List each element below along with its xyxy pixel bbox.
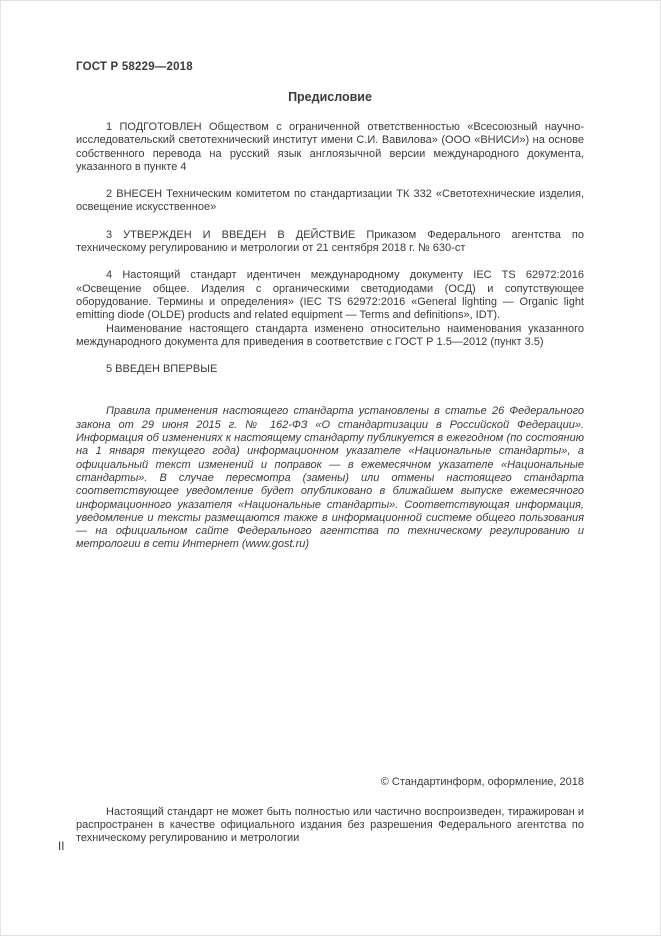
doc-code: ГОСТ Р 58229—2018: [76, 61, 193, 73]
legal-note: Правила применения настоящего стандарта установлены в статье 26 Федерального закона от 29 июня 2015 г. № 162-ФЗ «О стандартизации в Российской Федерации». Информация об изменениях к настоящему стандарту публикуется в ежегодном (по состоянию на 1 января текущего года) информационном указателе «Национальные стандарты», а официальный текст изменений и поправок — в ежемесячном указателе «Национальные стандарты». В случае пересмотра (замены) или отмены настоящего стандарта соответствующее уведомление будет опубликовано в ближайшем выпуске ежемесячного информационного указателя «Национальные стандарты». Соответствующая информация, уведомление и тексты размещаются также в информационной системе общего пользования — на официальном сайте Федерального агентства по техническому регулированию и метрологии в сети Интернет (www.gost.ru): [76, 405, 584, 551]
page-number: II: [58, 841, 65, 853]
foreword-paragraph-1: 1 ПОДГОТОВЛЕН Обществом с ограниченной ответственностью «Всесоюзный научно-исследовательский светотехнический институт имени С.И. Вавилова» (ООО «ВНИСИ») на основе собственного перевода на русский язык англоязычной версии международного документа, указанного в пункте 4: [76, 121, 584, 173]
foreword-paragraph-2: 2 ВНЕСЕН Техническим комитетом по стандартизации ТК 332 «Светотехнические изделия, освещение искусственное»: [76, 188, 584, 214]
page-title: Предисловие: [288, 90, 372, 104]
copyright-line: © Стандартинформ, оформление, 2018: [380, 775, 584, 788]
restriction-note: Настоящий стандарт не может быть полностью или частично воспроизведен, тиражирован и распространен в качестве официального издания без разрешения Федерального агентства по техническому регулированию и метрологии: [76, 805, 584, 845]
foreword-paragraph-4: 4 Настоящий стандарт идентичен международному документу IEC TS 62972:2016 «Освещение общее. Изделия с органическими светодиодами (ОСД) и сопутствующее оборудование. Термины и определения» (IEC TS 62972:2016 «General lighting — Organic light emitting diode (OLDE) products and related equipment — Terms and definitions», IDT).: [76, 269, 584, 322]
foreword-paragraph-4-continuation: Наименование настоящего стандарта изменено относительно наименования указанного международного документа для приведения в соответствие с ГОСТ Р 1.5—2012 (пункт 3.5): [76, 322, 584, 348]
foreword-paragraph-5: 5 ВВЕДЕН ВПЕРВЫЕ: [106, 363, 218, 376]
page-content: [76, 61, 584, 846]
foreword-paragraph-3: 3 УТВЕРЖДЕН И ВВЕДЕН В ДЕЙСТВИЕ Приказом Федерального агентства по техническому регулированию и метрологии от 21 сентября 2018 г. № 630-ст: [76, 228, 584, 255]
